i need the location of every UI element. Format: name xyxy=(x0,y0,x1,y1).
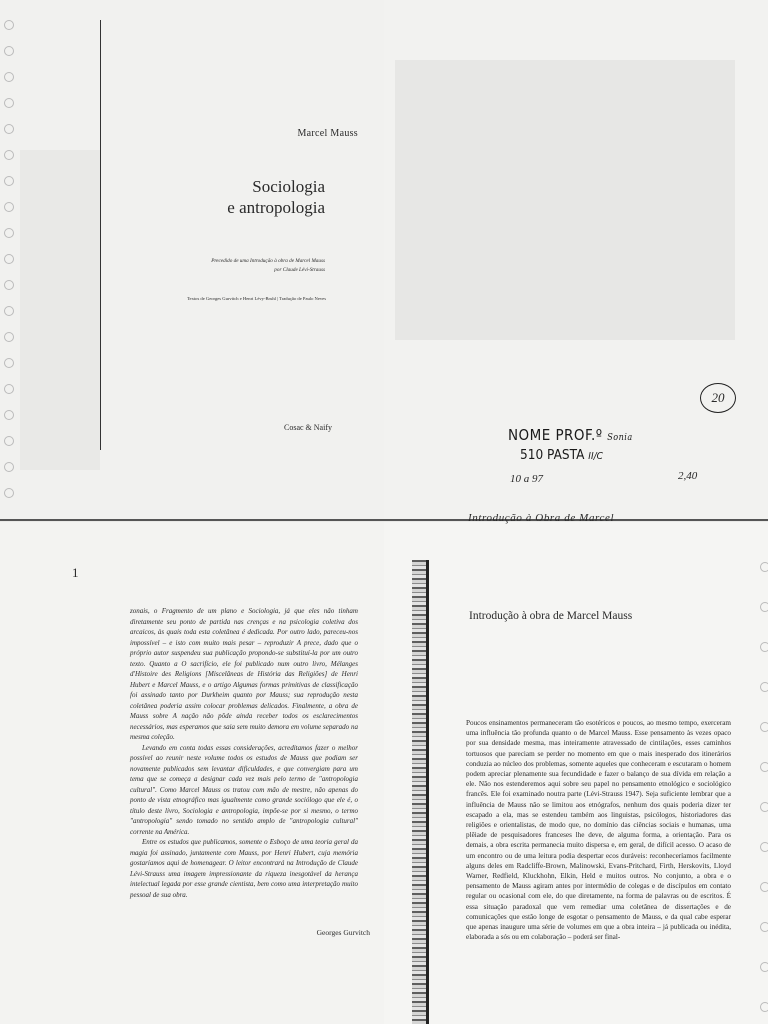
cover-credits: Textos de Georges Gurvitch e Henri Lévy-Bruhl | Tradução de Paulo Neves xyxy=(187,296,326,301)
cover-title-line2: e antropologia xyxy=(227,198,325,217)
cover-title-line1: Sociologia xyxy=(252,177,325,196)
fold-line xyxy=(0,519,768,521)
signature: Georges Gurvitch xyxy=(316,928,370,937)
left-paragraph-3: Entre os estudos que publicamos, somente o Esboço de uma teoria geral da magia foi assinado, juntamente com Mauss, por Henri Hubert, cuja memória gostaríamos aqui de homenagear. O leitor encontrará na Introdução de Claude Lévi-Strauss uma imagem impressionante da riqueza inesgotável da herança intelectual legada por esse grande cientista, bem como uma interpretação muito pessoal de sua obra. xyxy=(130,838,358,899)
cover-margin-rule xyxy=(100,20,101,450)
book-binding-edge xyxy=(426,560,429,1024)
cover-preface-line2: por Claude Lévi-Strauss xyxy=(274,267,325,273)
left-page-body xyxy=(130,606,358,900)
spiral-holes-right xyxy=(758,522,768,1024)
handwritten-code: 10 a 97 xyxy=(510,473,543,485)
cover-preface xyxy=(130,257,325,275)
book-binding-gutter xyxy=(412,560,426,1024)
name-stamp xyxy=(508,426,633,444)
right-page-body: Poucos ensinamentos permaneceram tão esotéricos e poucos, ao mesmo tempo, exerceram uma influência tão profunda quanto o de Marcel Mauss. Esse pensamento às vezes opaco por sua densidade mesma, mas inteiramente atravessado de cintilações, esses caminhos tortuosos que pareciam se perder no momento em que o mais inesperado dos itinerários conduzia ao núcleo dos problemas, somente aqueles que conheceram e escutaram o homem podem apreciar plenamente sua fecundidade e fazer o balanço de sua dívida em relação a ele. Não nos estenderemos aqui sobre seu papel no pensamento etnológico e sociológico francês. Ele foi examinado noutra parte (Lévi-Strauss 1947). Seja suficiente lembrar que a influência de Mauss não se limitou aos etnógrafos, nenhum dos quais poderia dizer ter escapado a ela, mas se estendeu também aos linguistas, psicólogos, historiadores das religiões e orientalistas, de modo que, no domínio das ciências sociais e humanas, uma plêiade de pesquisadores franceses lhe deve, de alguma forma, a orientação. Para os demais, a obra escrita permanecia muito dispersa e, em geral, de difícil acesso. O acaso de um encontro ou de uma leitura podia despertar ecos duráveis: reconheceríamos facilmente alguns deles em Radcliffe-Brown, Malinowski, Evans-Pritchard, Firth, Herskovits, Lloyd Warner, Redfield, Kluckhohn, Elkin, Held e muitos outros. No conjunto, a obra e o pensamento de Mauss agiram antes por intermédio de colegas e de discípulos em contato regular ou ocasional com ele, do que diretamente, na forma de palavras ou de escritos. É essa situação paradoxal que vem remediar uma coletânea de dissertações e de comunicações que estão longe de esgotar o pensamento de Mauss, e da qual cabe esperar que apenas inaugure uma série de volumes em que a obra inteira – já publicada ou inédita, elaborada a sós ou em colaboração – poderá ser final- xyxy=(466,719,731,942)
handwritten-note: Introdução à Obra de Marcel xyxy=(468,512,615,524)
cover-title xyxy=(150,176,325,218)
page-number: 1 xyxy=(72,565,79,580)
show-through-area xyxy=(395,60,735,340)
cover-preface-line1: Precedido de uma Introdução à obra de Marcel Mauss xyxy=(211,258,325,264)
left-paragraph-2: Levando em conta todas essas considerações, acreditamos fazer o melhor possível ao reunir neste volume todos os estudos de Mauss que podiam ser novamente publicados sem levantar dificuldades, e que convergiam para um tema que se começa a designar cada vez mais pelo termo de "antropologia cultural". Como Marcel Mauss os tratou com mão de mestre, não apenas do ponto de vista etnográfico mas igualmente como grande sociólogo que ele é, o título deste livro, Sociologia e antropologia, impõe-se por si mesmo, o termo "antropologia" sendo tomado no sentido amplo de "antropologia cultural" corrente na América. xyxy=(130,743,358,836)
folder-stamp-code: II/C xyxy=(588,451,603,462)
circled-number: 20 xyxy=(700,383,736,413)
name-stamp-handwriting: Sonia xyxy=(607,433,633,443)
chapter-title: Introdução à obra de Marcel Mauss xyxy=(469,610,633,622)
handwritten-price: 2,40 xyxy=(678,470,698,482)
folder-stamp xyxy=(520,447,603,463)
show-through-area-left xyxy=(20,150,100,470)
left-paragraph-1: zonais, o Fragmento de um plano e Sociologia, já que eles não tinham diretamente seu ponto de partida nas crenças e na psicologia coletiva dos arcaicos, às quais toda esta coletânea é dedicada. Por outro lado, pareceu-nos impossível – e isto com muito mais pesar – reproduzir A prece, dado que o próprio autor suspendeu sua publicação propondo-se substituí-la por um outro texto. Quanto a O sacrifício, ele foi publicado num outro livro, Mélanges d'Histoire des Religions [Miscelâneas de História das Religiões] de Henri Hubert e Marcel Mauss, e o artigo Algumas formas primitivas de classificação foi assinado tanto por Durkheim quanto por Mauss; sua reprodução nesta coletânea poderia assim colocar problemas delicados. Finalmente, a obra de Mauss sobre A nação não pôde ainda receber todos os esclarecimentos necessários, mas esperamos que saia sem muito demora em volume separado na mesma coleção. xyxy=(130,607,358,741)
cover-author: Marcel Mauss xyxy=(297,128,358,139)
folder-stamp-label: 510 PASTA xyxy=(520,447,585,463)
name-stamp-label: NOME PROF.º xyxy=(508,426,603,444)
spiral-holes-left xyxy=(2,0,16,520)
cover-publisher: Cosac & Naify xyxy=(284,423,332,432)
